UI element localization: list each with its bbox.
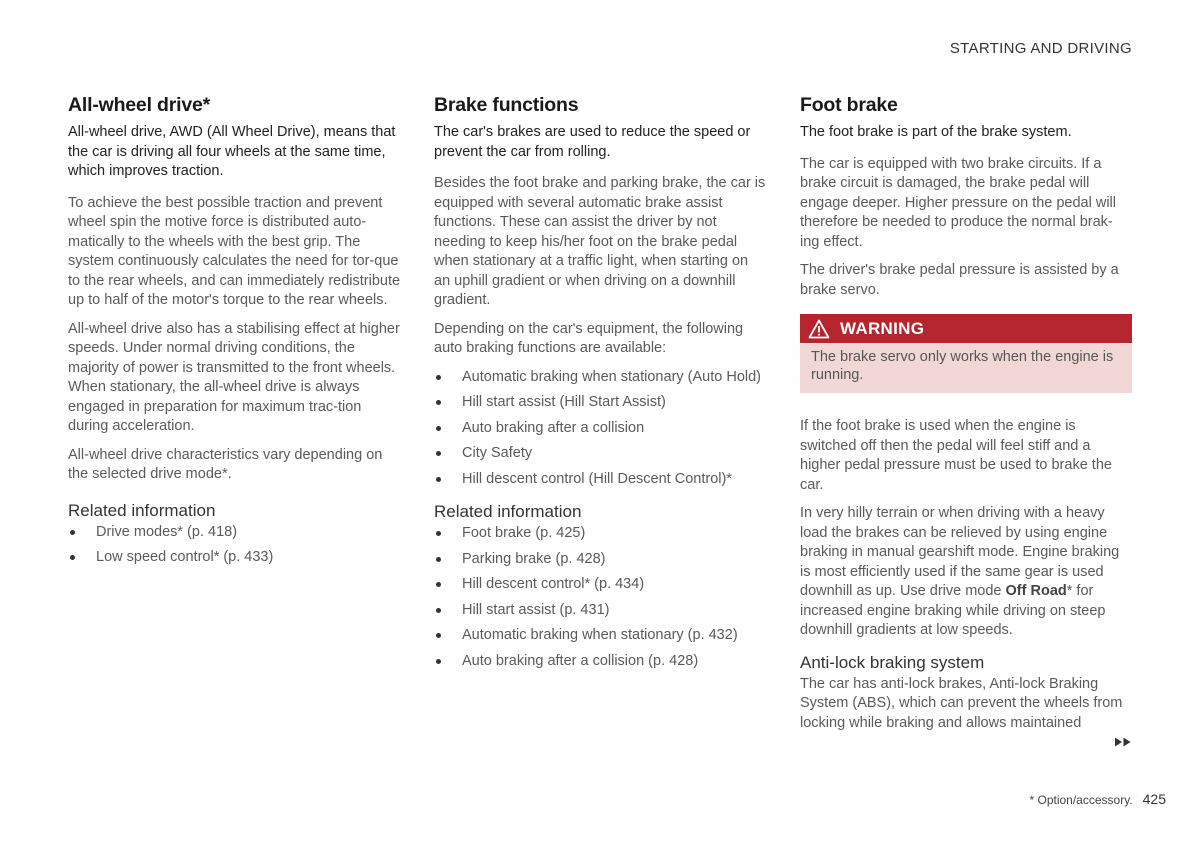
- bullet-icon: [436, 557, 441, 562]
- heading-abs: Anti-lock braking system: [800, 652, 985, 672]
- warning-triangle-icon: [808, 319, 830, 339]
- related-link[interactable]: Automatic braking when stationary (p. 432): [434, 626, 768, 646]
- list-item: Hill start assist (Hill Start Assist): [434, 393, 768, 413]
- related-info-heading: Related information: [68, 500, 216, 520]
- list-item: Automatic braking when stationary (Auto Hold): [434, 368, 768, 388]
- lead-brake-functions: The car's brakes are used to reduce the speed or prevent the car from rolling.: [434, 124, 751, 160]
- paragraph-traction: To achieve the best possible traction and prevent wheel spin the motive force is distributed auto-matically to the wheels with the best grip. The system continuously calculates the need for tor-que to the rear wheels, and can immediately redistribute up to half of the motor's torque to the rear wheels.: [68, 194, 401, 308]
- bullet-icon: [70, 555, 75, 560]
- bullet-icon: [436, 477, 441, 482]
- related-link[interactable]: Auto braking after a collision (p. 428): [434, 652, 768, 672]
- paragraph-abs: The car has anti-lock brakes, Anti-lock Braking System (ABS), which can prevent the wheels from locking while braking and allows maintained: [800, 675, 1123, 731]
- related-link[interactable]: Drive modes* (p. 418): [68, 523, 402, 543]
- related-info-list: [434, 524, 768, 671]
- bullet-icon: [436, 582, 441, 587]
- list-item: City Safety: [434, 444, 768, 464]
- heading-brake-functions: Brake functions: [434, 94, 579, 116]
- auto-braking-functions-list: [434, 368, 768, 490]
- section-header: STARTING AND DRIVING: [949, 40, 1132, 57]
- column-foot-brake: [800, 92, 1132, 742]
- paragraph-engine-braking: In very hilly terrain or when driving with a heavy load the brakes can be relieved by using engine braking in manual gearshift mode. Engine braking is most efficiently used if the same gear is used downhill as up. Use drive mode Off Road* for increased engine braking while driving on steep downhill gradients at low speeds.: [800, 505, 1120, 638]
- paragraph-stabilising: All-wheel drive also has a stabilising effect at higher speeds. Under normal driving conditions, the majority of power is transmitted to the front wheels. When stationary, the all-wheel drive is always engaged in preparation for maximum trac-tion during acceleration.: [68, 320, 400, 434]
- warning-header: [800, 314, 1132, 343]
- bullet-icon: [436, 400, 441, 405]
- related-link[interactable]: Low speed control* (p. 433): [68, 548, 402, 568]
- paragraph-brake-circuits: The car is equipped with two brake circuits. If a brake circuit is damaged, the brake pedal will engage deeper. Higher pressure on the pedal will therefore be needed to produce the normal brak-ing effect.: [800, 155, 1116, 250]
- warning-text: The brake servo only works when the engine is running.: [800, 343, 1132, 393]
- related-link[interactable]: Hill descent control* (p. 434): [434, 575, 768, 595]
- lead-all-wheel-drive: All-wheel drive, AWD (All Wheel Drive), means that the car is driving all four wheels at the same time, which improves traction.: [68, 124, 396, 179]
- bullet-icon: [436, 531, 441, 536]
- bullet-icon: [436, 426, 441, 431]
- bullet-icon: [436, 608, 441, 613]
- list-item: Auto braking after a collision: [434, 419, 768, 439]
- bullet-icon: [436, 451, 441, 456]
- paragraph-equipment: Depending on the car's equipment, the following auto braking functions are available:: [434, 320, 744, 356]
- page-footer: [1029, 791, 1166, 807]
- option-footnote: * Option/accessory.: [1029, 793, 1133, 807]
- column-brake-functions: [434, 92, 768, 681]
- related-info-list: [68, 523, 402, 568]
- related-link[interactable]: Hill start assist (p. 431): [434, 601, 768, 621]
- heading-foot-brake: Foot brake: [800, 94, 898, 116]
- warning-label: WARNING: [840, 318, 925, 338]
- bullet-icon: [436, 633, 441, 638]
- warning-box: [800, 314, 1132, 393]
- related-info-heading: Related information: [434, 502, 582, 521]
- paragraph-brake-assist: Besides the foot brake and parking brake, the car is equipped with several automatic brake assist functions. These can assist the driver by not needing to keep his/her foot on the brake pedal when stationary at a traffic light, when starting on an uphill gradient or when driving on a downhill gradient.: [434, 175, 766, 308]
- column-all-wheel-drive: [68, 92, 402, 578]
- bullet-icon: [436, 659, 441, 664]
- bullet-icon: [70, 530, 75, 535]
- lead-foot-brake: The foot brake is part of the brake system.: [800, 124, 1072, 140]
- heading-all-wheel-drive: All-wheel drive*: [68, 94, 211, 116]
- bullet-icon: [436, 375, 441, 380]
- related-link[interactable]: Parking brake (p. 428): [434, 550, 768, 570]
- page-number: 425: [1142, 791, 1166, 807]
- list-item: Hill descent control (Hill Descent Control)*: [434, 470, 768, 490]
- drive-mode-name: Off Road: [1005, 583, 1067, 599]
- related-link[interactable]: Foot brake (p. 425): [434, 524, 768, 544]
- paragraph-brake-servo: The driver's brake pedal pressure is assisted by a brake servo.: [800, 262, 1119, 298]
- paragraph-engine-off: If the foot brake is used when the engine is switched off then the pedal will feel stiff and a higher pedal pressure must be used to brake the car.: [800, 418, 1112, 493]
- paragraph-drive-mode: All-wheel drive characteristics vary depending on the selected drive mode*.: [68, 446, 383, 482]
- double-arrow-right-icon: [1114, 737, 1132, 747]
